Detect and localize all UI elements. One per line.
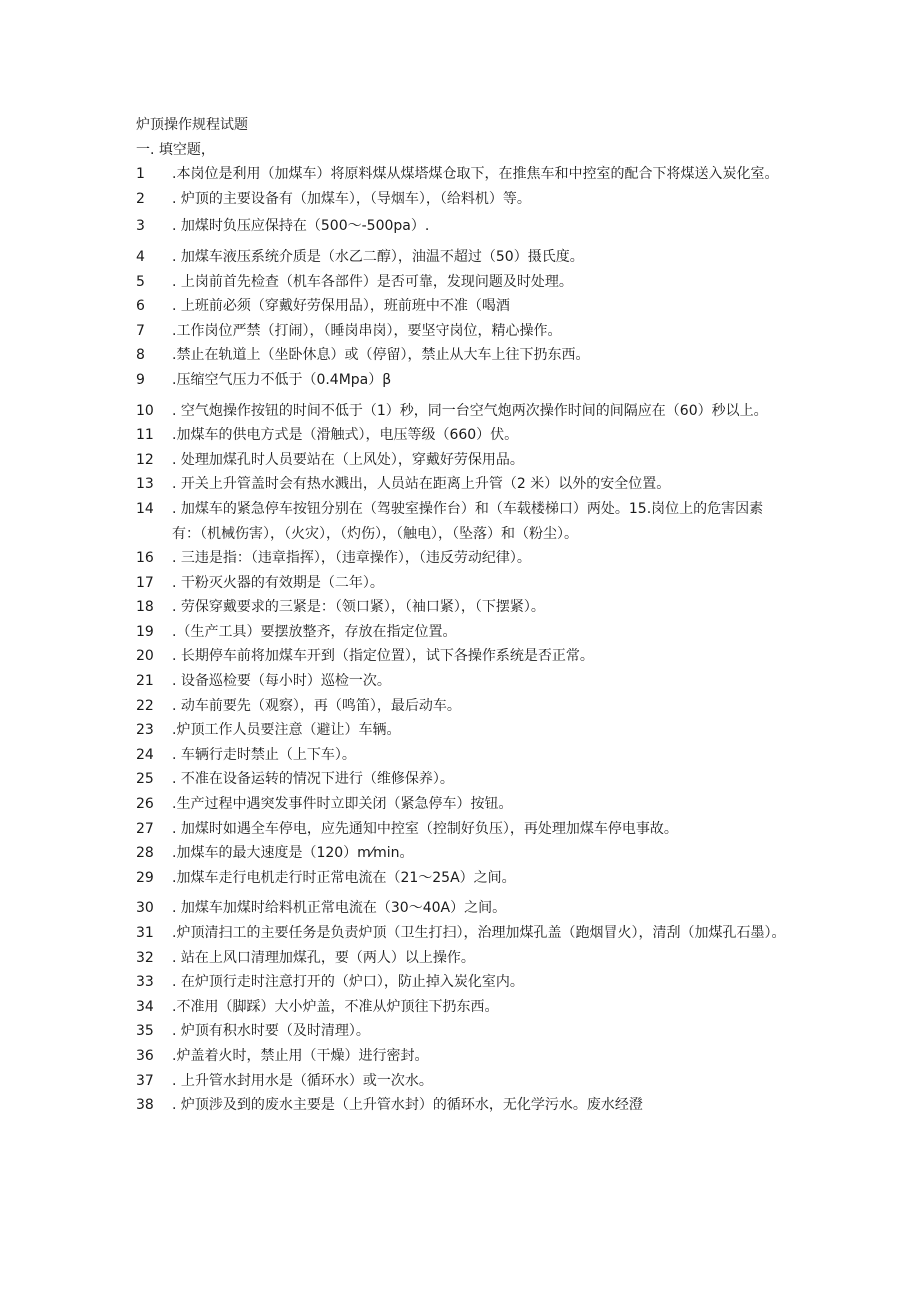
question-item xyxy=(136,1044,786,1069)
question-number: 5 xyxy=(136,273,145,290)
question-number: 31 xyxy=(136,925,154,941)
question-text: .加煤车的供电方式是（滑触式），电压等级（660）伏。 xyxy=(172,427,519,444)
question-number: 16 xyxy=(136,550,154,567)
question-text: . 开关上升管盖时会有热水溅出，人员站在距离上升管（2 米）以外的安全位置。 xyxy=(172,476,671,493)
question-item xyxy=(136,1093,786,1118)
question-number: 17 xyxy=(136,574,154,591)
question-number: 3 xyxy=(136,218,145,235)
question-text: . 长期停车前将加煤车开到（指定位置），试下各操作系统是否正常。 xyxy=(172,648,594,665)
question-number: 29 xyxy=(136,869,154,886)
question-item xyxy=(136,896,786,921)
question-text: . 车辆行走时禁止（上下车）。 xyxy=(172,746,356,763)
question-text: . 炉顶涉及到的废水主要是（上升管水封）的循环水，无化学污水。废水经澄 xyxy=(172,1097,643,1114)
question-number: 27 xyxy=(136,820,154,837)
question-text: . 炉顶的主要设备有（加煤车），（导烟车），（给料机）等。 xyxy=(172,190,531,207)
question-number: 33 xyxy=(136,974,154,991)
question-item xyxy=(136,817,786,842)
question-item xyxy=(136,368,786,393)
question-text: .炉顶工作人员要注意（避让）车辆。 xyxy=(172,722,401,739)
question-number: 12 xyxy=(136,451,154,468)
question-item xyxy=(136,472,786,497)
question-text: .（生产工具）要摆放整齐，存放在指定位置。 xyxy=(172,623,457,640)
section-heading: 一. 填空题， xyxy=(136,141,215,158)
question-text: .不准用（脚踩）大小炉盖，不准从炉顶往下扔东西。 xyxy=(172,998,499,1015)
question-text: . 干粉灭火器的有效期是（二年）。 xyxy=(172,574,384,591)
question-item xyxy=(136,497,786,546)
question-item xyxy=(136,399,786,424)
question-number: 18 xyxy=(136,599,154,616)
question-text: . 不准在设备运转的情况下进行（维修保养）。 xyxy=(172,771,454,788)
question-text: . 上升管水封用水是（循环水）或一次水。 xyxy=(172,1072,433,1089)
question-number: 30 xyxy=(136,900,154,917)
question-text: .生产过程中遇突发事件时立即关闭（紧急停车）按钮。 xyxy=(172,796,513,813)
question-number: 2 xyxy=(136,190,145,207)
question-number: 13 xyxy=(136,476,154,493)
question-number: 24 xyxy=(136,746,154,763)
question-item xyxy=(136,669,786,694)
question-item xyxy=(136,294,786,319)
question-item xyxy=(136,343,786,368)
question-number: 36 xyxy=(136,1047,154,1064)
question-text: .禁止在轨道上（坐卧休息）或（停留），禁止从大车上往下扔东西。 xyxy=(172,347,590,364)
question-number: 1 xyxy=(136,166,145,183)
question-number: 21 xyxy=(136,673,154,690)
question-number: 19 xyxy=(136,623,154,640)
question-text: .加煤车的最大速度是（120）m⁄min。 xyxy=(172,845,414,862)
question-item xyxy=(136,620,786,645)
question-text: .炉顶清扫工的主要任务是负责炉顶（卫生打扫），治理加煤孔盖（跑烟冒火），清刮（加煤孔石墨）。 xyxy=(172,925,786,941)
question-number: 7 xyxy=(136,322,145,339)
question-text: . 站在上风口清理加煤孔，要（两人）以上操作。 xyxy=(172,949,475,966)
question-number: 20 xyxy=(136,648,154,665)
question-text: . 动车前要先（观察），再（鸣笛），最后动车。 xyxy=(172,697,461,714)
question-item xyxy=(136,841,786,866)
question-number: 14 xyxy=(136,500,154,517)
question-list xyxy=(136,162,786,1118)
question-number: 25 xyxy=(136,771,154,788)
question-item xyxy=(136,1019,786,1044)
question-item xyxy=(136,214,786,239)
question-item xyxy=(136,866,786,891)
question-text: .本岗位是利用（加煤车）将原料煤从煤塔煤仓取下，在推焦车和中控室的配合下将煤送入炭化室。 xyxy=(172,166,779,183)
question-number: 4 xyxy=(136,248,145,265)
question-text: .工作岗位严禁（打闹），（睡岗串岗），要坚守岗位，精心操作。 xyxy=(172,322,562,339)
question-item xyxy=(136,718,786,743)
question-text: . 三违是指：（违章指挥），（违章操作），（违反劳动纪律）。 xyxy=(172,550,531,567)
question-number: 28 xyxy=(136,845,154,862)
question-number: 9 xyxy=(136,371,145,388)
question-text: . 在炉顶行走时注意打开的（炉口），防止掉入炭化室内。 xyxy=(172,974,524,991)
question-text: . 加煤车加煤时给料机正常电流在（30～40A）之间。 xyxy=(172,900,507,917)
question-text: . 加煤车液压系统介质是（水乙二醇），油温不超过（50）摄氏度。 xyxy=(172,248,584,265)
question-item xyxy=(136,970,786,995)
question-item xyxy=(136,448,786,473)
question-item xyxy=(136,546,786,571)
document-body xyxy=(136,113,786,1118)
question-text: . 空气炮操作按钮的时间不低于（1）秒，同一台空气炮两次操作时间的间隔应在（60）秒以上。 xyxy=(172,402,768,419)
question-item xyxy=(136,571,786,596)
question-item xyxy=(136,162,786,187)
question-item xyxy=(136,187,786,212)
question-item xyxy=(136,946,786,971)
question-text: . 炉顶有积水时要（及时清理）。 xyxy=(172,1023,370,1040)
question-text: . 加煤时如遇全车停电，应先通知中控室（控制好负压），再处理加煤车停电事故。 xyxy=(172,820,678,837)
question-item xyxy=(136,595,786,620)
question-text: .加煤车走行电机走行时正常电流在（21～25A）之间。 xyxy=(172,869,516,886)
question-item xyxy=(136,921,786,946)
question-number: 34 xyxy=(136,998,154,1015)
question-text: . 劳保穿戴要求的三紧是：（领口紧），（袖口紧），（下摆紧）。 xyxy=(172,599,545,616)
question-number: 38 xyxy=(136,1097,154,1114)
question-number: 26 xyxy=(136,796,154,813)
document-title: 炉顶操作规程试题 xyxy=(136,117,248,133)
question-text: . 加煤时负压应保持在（500～-500pa）. xyxy=(172,218,430,235)
question-text: . 设备巡检要（每小时）巡检一次。 xyxy=(172,673,391,690)
question-item xyxy=(136,767,786,792)
question-number: 32 xyxy=(136,949,154,966)
question-item xyxy=(136,792,786,817)
question-text: . 处理加煤孔时人员要站在（上风处），穿戴好劳保用品。 xyxy=(172,451,524,468)
question-number: 23 xyxy=(136,722,154,739)
question-item xyxy=(136,423,786,448)
question-number: 37 xyxy=(136,1072,154,1089)
question-number: 8 xyxy=(136,347,145,364)
question-item xyxy=(136,270,786,295)
question-item xyxy=(136,319,786,344)
question-text: . 上岗前首先检查（机车各部件）是否可靠，发现问题及时处理。 xyxy=(172,273,573,290)
question-item xyxy=(136,245,786,270)
question-number: 6 xyxy=(136,298,145,315)
question-number: 35 xyxy=(136,1023,154,1040)
question-item xyxy=(136,1069,786,1094)
question-item xyxy=(136,995,786,1020)
question-text: .炉盖着火时，禁止用（干燥）进行密封。 xyxy=(172,1047,429,1064)
question-item xyxy=(136,644,786,669)
question-text: . 加煤车的紧急停车按钮分别在（驾驶室操作台）和（车载楼梯口）两处。15.岗位上的危害因素有：（机械伤害），（火灾），（灼伤），（触电），（坠落）和（粉尘）。 xyxy=(172,500,764,542)
question-item xyxy=(136,743,786,768)
question-text: .压缩空气压力不低于（0.4Mpa）β xyxy=(172,371,392,388)
question-number: 11 xyxy=(136,427,154,444)
question-number: 22 xyxy=(136,697,154,714)
question-item xyxy=(136,694,786,719)
question-text: . 上班前必须（穿戴好劳保用品），班前班中不准（喝酒 xyxy=(172,298,510,315)
question-number: 10 xyxy=(136,402,154,419)
